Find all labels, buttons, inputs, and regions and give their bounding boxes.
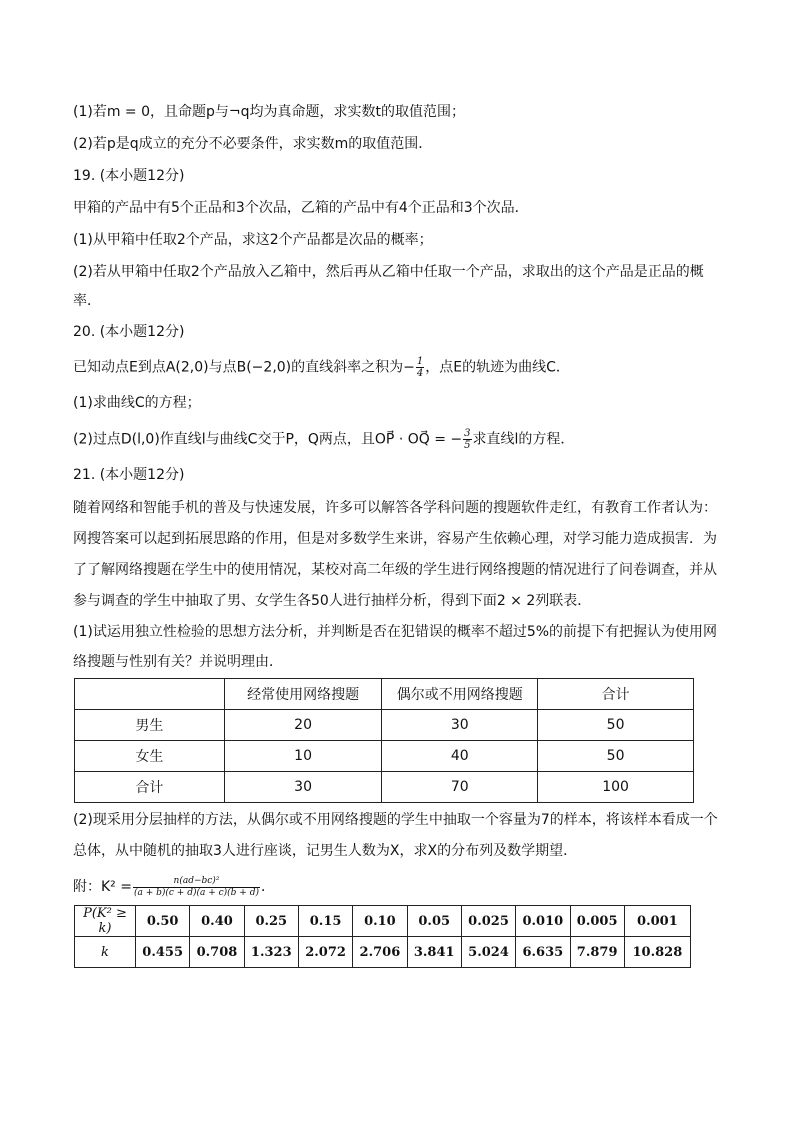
q20-part2-frac-den: 5 (464, 440, 471, 451)
q19-part2-line2: 率． (73, 293, 101, 309)
q21-para-line3: 了了解网络搜题在学生中的使用情况，某校对高二年级的学生进行网络搜题的情况进行了问卷调查，并从 (73, 562, 717, 578)
table-header-cell: 经常使用网络搜题 (224, 679, 382, 710)
table-header-cell (75, 679, 225, 710)
table-row (75, 937, 691, 968)
q20-stem-text-b: ，点E的轨迹为曲线C． (425, 359, 570, 376)
k-squared-denominator: (a + b)(c + d)(a + c)(b + d) (133, 887, 259, 898)
q21-para-line1: 随着网络和智能手机的普及与快速发展，许多可以解答各学科问题的搜题软件走红，有教育工作者认为： (73, 500, 717, 516)
appendix-label: 附：K² = (73, 879, 132, 895)
table-cell: 10.828 (624, 937, 690, 968)
table-cell: 0.25 (244, 906, 298, 937)
q19-stem: 甲箱的产品中有5个正品和3个次品，乙箱的产品中有4个正品和3个次品． (73, 200, 529, 216)
q21-para-line4: 参与调查的学生中抽取了男、女学生各50人进行抽样分析，得到下面2 × 2列联表． (73, 593, 592, 609)
table-cell: 20 (224, 710, 382, 741)
table-cell: 0.005 (570, 906, 624, 937)
appendix-formula (73, 875, 275, 899)
k-squared-fraction (133, 876, 260, 899)
table-cell: 0.025 (461, 906, 515, 937)
table-cell: 7.879 (570, 937, 624, 968)
critical-value-table (74, 905, 691, 968)
table-cell: 合计 (75, 772, 225, 803)
table-cell: 30 (224, 772, 382, 803)
table-header-row (75, 679, 694, 710)
q20-stem (73, 356, 570, 379)
q21-part1-line1: (1)试运用独立性检验的思想方法分析，并判断是否在犯错误的概率不超过5%的前提下有把握认为使用网 (73, 624, 718, 640)
q20-stem-frac-num: 1 (416, 356, 424, 367)
table-cell: 2.706 (353, 937, 407, 968)
q20-part2-frac-num: 3 (464, 428, 471, 439)
table-row (75, 906, 691, 937)
q18-part2: (2)若p是q成立的充分不必要条件，求实数m的取值范围． (73, 136, 433, 152)
q21-part2-line2: 总体，从中随机的抽取3人进行座谈，记男生人数为X，求X的分布列及数学期望． (73, 843, 578, 859)
q20-part2-text-a: (2)过点D(l,0)作直线l与曲线C交于P，Q两点，且OP⃗ · OQ⃗ = − (73, 431, 463, 448)
q19-header: 19. (本小题12分) (73, 168, 185, 184)
q21-part1-line2: 络搜题与性别有关？并说明理由． (73, 654, 283, 670)
table-cell: 0.455 (136, 937, 190, 968)
q20-header: 20. (本小题12分) (73, 324, 185, 340)
q20-part2 (73, 428, 574, 451)
table-cell: 6.635 (516, 937, 570, 968)
table-cell: 40 (382, 741, 538, 772)
q19-part1: (1)从甲箱中任取2个产品，求这2个产品都是次品的概率； (73, 232, 433, 248)
q20-part2-text-b: 求直线l的方程． (472, 431, 575, 448)
table-cell: 0.10 (353, 906, 407, 937)
q20-stem-frac-den: 4 (416, 368, 424, 379)
table-cell: 70 (382, 772, 538, 803)
table-cell: 50 (538, 741, 694, 772)
table-header-cell: 偶尔或不用网络搜题 (382, 679, 538, 710)
table-cell: 1.323 (244, 937, 298, 968)
q20-part1: (1)求曲线C的方程； (73, 395, 201, 411)
q20-stem-fraction (416, 356, 424, 379)
table-row (75, 710, 694, 741)
table-cell: 0.001 (624, 906, 690, 937)
q20-part2-fraction (463, 428, 471, 451)
table-cell: 3.841 (407, 937, 461, 968)
table-cell: 5.024 (461, 937, 515, 968)
table-row-label: P(K² ≥ k) (75, 906, 136, 937)
q21-part2-line1: (2)现采用分层抽样的方法，从偶尔或不用网络搜题的学生中抽取一个容量为7的样本，将该样本看成一个 (73, 812, 718, 828)
table-cell: 2.072 (298, 937, 352, 968)
table-row (75, 772, 694, 803)
formula-end: ． (260, 879, 275, 895)
table-cell: 30 (382, 710, 538, 741)
q21-header: 21. (本小题12分) (73, 467, 185, 483)
k-squared-numerator: n(ad−bc)² (133, 876, 260, 888)
table-cell: 0.708 (190, 937, 244, 968)
contingency-table (74, 678, 694, 803)
table-cell: 50 (538, 710, 694, 741)
table-cell: 男生 (75, 710, 225, 741)
table-cell: 0.15 (298, 906, 352, 937)
table-header-cell: 合计 (538, 679, 694, 710)
table-cell: 0.50 (136, 906, 190, 937)
table-cell: 女生 (75, 741, 225, 772)
table-cell: 0.010 (516, 906, 570, 937)
table-cell: 100 (538, 772, 694, 803)
table-row (75, 741, 694, 772)
table-cell: 0.05 (407, 906, 461, 937)
table-cell: 10 (224, 741, 382, 772)
q19-part2-line1: (2)若从甲箱中任取2个产品放入乙箱中，然后再从乙箱中任取一个产品，求取出的这个产品是正品的概 (73, 264, 704, 280)
q20-stem-text-a: 已知动点E到点A(2,0)与点B(−2,0)的直线斜率之积为− (73, 359, 415, 376)
q21-para-line2: 网搜答案可以起到拓展思路的作用，但是对多数学生来讲，容易产生依赖心理，对学习能力造成损害．为 (73, 531, 717, 547)
table-cell: 0.40 (190, 906, 244, 937)
table-row-label: k (75, 937, 136, 968)
q18-part1: (1)若m = 0，且命题p与¬q均为真命题，求实数t的取值范围； (73, 104, 465, 120)
